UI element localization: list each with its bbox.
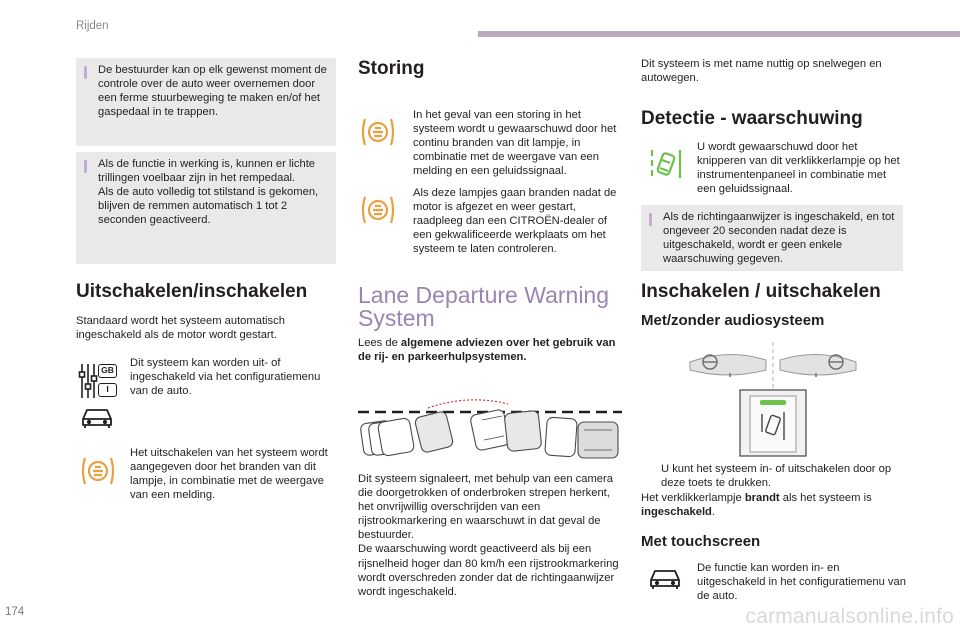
touch-text: De functie kan worden in- en uitgeschakeld in het configuratiemenu van de auto.: [697, 562, 906, 603]
note-box: [76, 58, 336, 146]
section-label: Rijden: [76, 20, 109, 32]
note-text: De bestuurder kan op elk gewenst moment de controle over de auto weer overnemen door een ferme stuurbeweging te maken en/of het gaspedaal in te trappen.: [98, 64, 327, 119]
car-icon: [648, 566, 682, 590]
lane-system-title: Lane Departure Warning System: [358, 282, 610, 331]
section-title: Uitschakelen/inschakelen: [76, 281, 308, 302]
note-box: [641, 205, 903, 271]
car-icon: [80, 405, 114, 429]
info-marker-icon: [84, 66, 87, 79]
lane-drift-illustration: [358, 392, 622, 462]
section-title: Inschakelen / uitschakelen: [641, 281, 881, 302]
intro-text: Dit systeem is met name nuttig op snelwegen en autowegen.: [641, 58, 882, 85]
info-marker-icon: [649, 213, 652, 226]
language-icon: I: [98, 383, 117, 397]
lane-indicator-lamp-icon: [648, 146, 684, 182]
refer-text: Lees de algemene adviezen over het gebruik van de rij- en parkeerhulpsystemen.: [358, 337, 616, 364]
bullet-text: U kunt het systeem in- of uitschakelen door op deze toets te drukken.: [661, 463, 892, 490]
note-text: Als de richtingaanwijzer is ingeschakeld, en tot ongeveer 20 seconden nadat deze is uitgeschakeld, wordt er geen enkele waarschuwing gegeven.: [663, 211, 895, 266]
lane-warning-lamp-icon: [360, 194, 396, 226]
item-text: Dit systeem kan worden uit- of ingeschakeld via het configuratiemenu van de auto.: [130, 357, 321, 398]
storing-text: Als deze lampjes gaan branden nadat de motor is afgezet en weer gestart, raadpleeg dan een CITROËN-dealer of een gekwalificeerde werkplaats om het systeem te laten controleren.: [413, 187, 617, 256]
note-text: Als de auto volledig tot stilstand is gekomen, blijven de remmen automatisch 1 tot 2 seconden geactiveerd.: [98, 186, 319, 227]
dashboard-illustration: [688, 340, 858, 458]
lamp-text: Het verklikkerlampje brandt als het systeem is ingeschakeld.: [641, 492, 872, 519]
item-text: Het uitschakelen van het systeem wordt aangegeven door het branden van dit lampje, in combinatie met de weergave van een melding.: [130, 447, 328, 502]
section-title: Detectie - waarschuwing: [641, 108, 863, 129]
note-box: [76, 152, 336, 264]
detect-text: U wordt gewaarschuwd door het knipperen van dit verklikkerlampje op het instrumentenpaneel in combinatie met een geluidssignaal.: [697, 141, 900, 196]
description-text: Dit systeem signaleert, met behulp van een camera die doorgetrokken of onderbroken strepen herkent, het onvrijwillig overschrijden van een rijstrookmarkering en waarschuwt in dat geval de bestuurder. De waarschuwing wordt geactiveerd als bij een rijsnelheid hoger dan 80 km/h een rijstrookmarkering wordt overschreden zonder dat de richtingaanwijzer wordt ingeschakeld.: [358, 473, 619, 598]
storing-text: In het geval van een storing in het systeem wordt u gewaarschuwd door het continu branden van dit lampje, in combinatie met de weergave van een melding en een geluidssignaal.: [413, 109, 617, 178]
section-title: Storing: [358, 58, 425, 79]
lane-warning-lamp-icon: [80, 455, 116, 487]
intro-text: Standaard wordt het systeem automatisch ingeschakeld als de motor wordt gestart.: [76, 315, 285, 342]
subsection-title: Met/zonder audiosysteem: [641, 312, 825, 329]
header-bar: [478, 31, 960, 37]
settings-sliders-icon: [78, 362, 118, 400]
subsection-title: Met touchscreen: [641, 533, 761, 550]
gb-flag-icon: GB: [98, 364, 117, 378]
page-number: 174: [5, 606, 25, 618]
lane-warning-lamp-icon: [360, 116, 396, 148]
info-marker-icon: [84, 160, 87, 173]
watermark: carmanualsonline.info: [745, 605, 954, 628]
note-text: Als de functie in werking is, kunnen er lichte trillingen voelbaar zijn in het rempedaal.: [98, 158, 316, 185]
